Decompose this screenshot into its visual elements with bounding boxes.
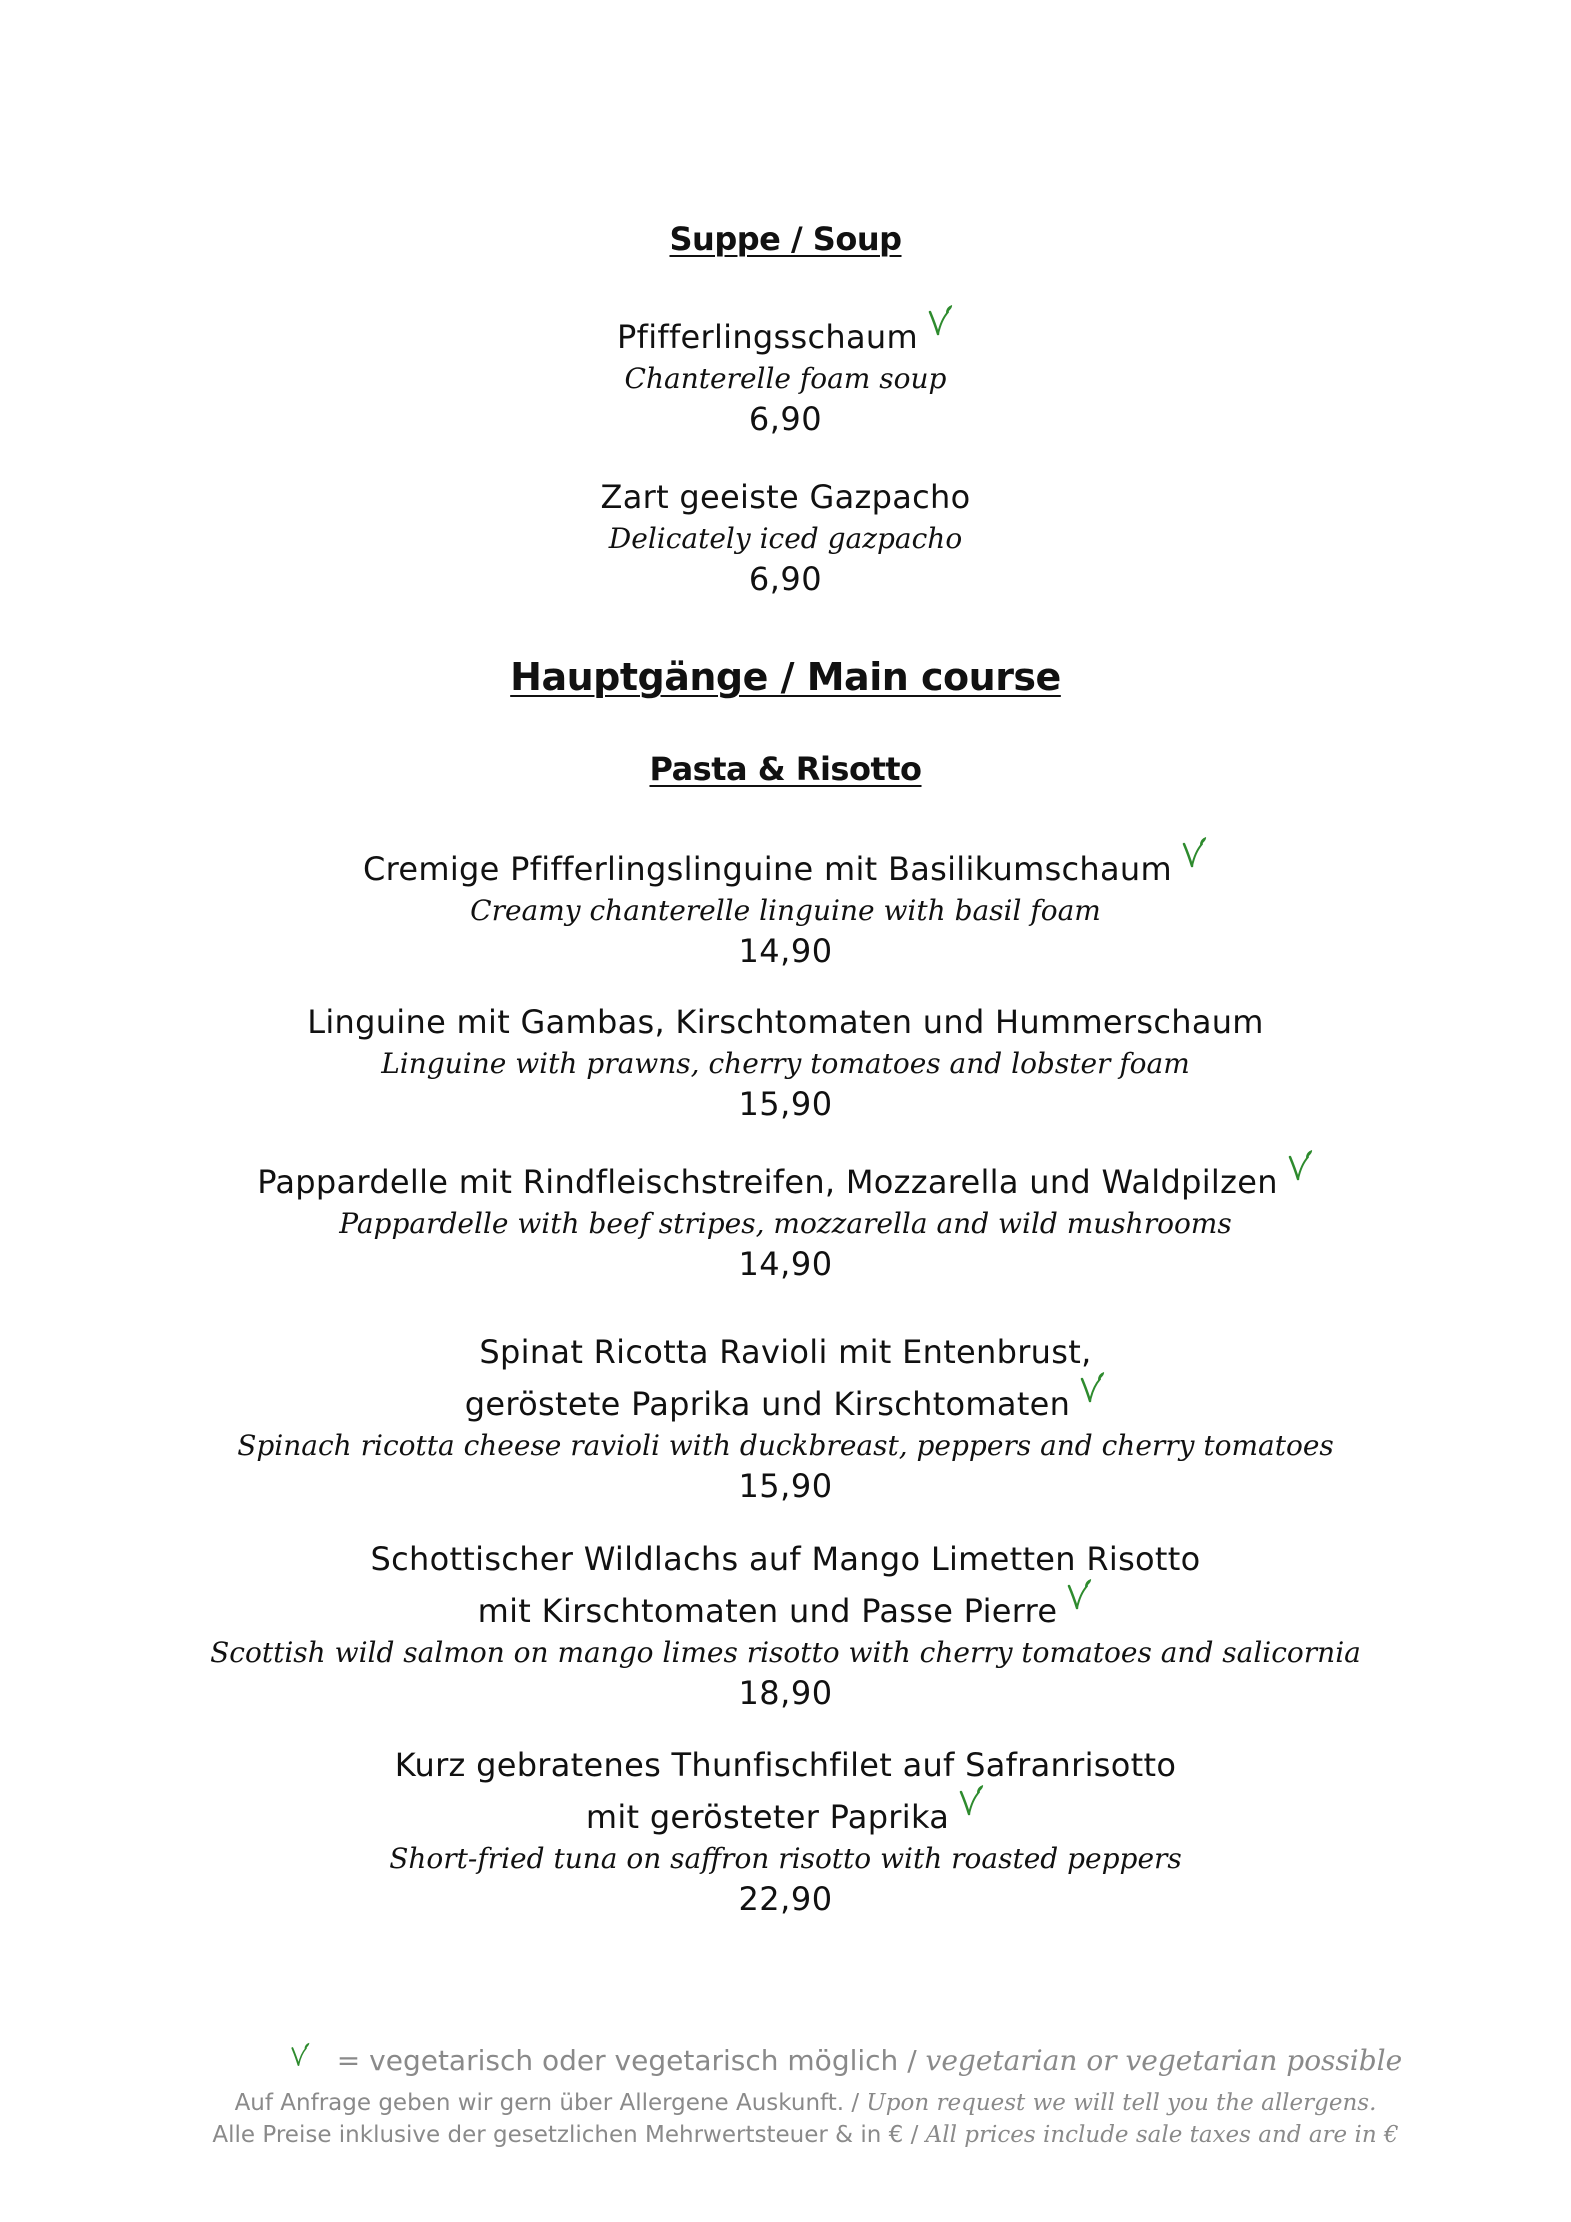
allergen-note: Auf Anfrage geben wir gern über Allergene Auskunft. / Upon request we will tell you the allergens.	[234, 2090, 1377, 2116]
dish-translation: Pappardelle with beef stripes, mozzarella and wild mushrooms	[339, 1207, 1232, 1240]
dish-price: 14,90	[738, 932, 833, 970]
dish-name: Pappardelle mit Rindfleischstreifen, Mozzarella und Waldpilzen	[0, 1163, 1571, 1201]
soup-section-title: Suppe / Soup	[669, 220, 902, 258]
dish-name: Kurz gebratenes Thunfischfilet auf Safranrisotto	[394, 1746, 1177, 1784]
dish-price: 6,90	[748, 400, 823, 438]
dish-name: Schottischer Wildlachs auf Mango Limetten Risotto	[370, 1540, 1201, 1578]
vegetarian-leaf-icon	[1078, 1371, 1106, 1405]
dish-translation: Scottish wild salmon on mango limes risotto with cherry tomatoes and salicornia	[210, 1636, 1361, 1669]
vegetarian-leaf-icon	[289, 2042, 311, 2068]
dish-price: 22,90	[738, 1880, 833, 1918]
dish-translation: Chanterelle foam soup	[624, 362, 947, 395]
dish-name: Cremige Pfifferlingslinguine mit Basilikumschaum	[0, 850, 1571, 888]
dish-translation: Delicately iced gazpacho	[608, 522, 963, 555]
dish-name: mit gerösteter Paprika	[0, 1798, 1571, 1836]
dish-name: mit Kirschtomaten und Passe Pierre	[0, 1592, 1571, 1630]
tax-note: Alle Preise inklusive der gesetzlichen Mehrwertsteuer & in € / All prices include sale taxes and are in €	[212, 2122, 1399, 2148]
pasta-subsection-title: Pasta & Risotto	[649, 750, 922, 788]
dish-price: 15,90	[738, 1467, 833, 1505]
dish-name: Pfifferlingsschaum	[0, 318, 1571, 356]
dish-translation: Spinach ricotta cheese ravioli with duckbreast, peppers and cherry tomatoes	[237, 1429, 1334, 1462]
dish-name: Zart geeiste Gazpacho	[600, 478, 971, 516]
dish-translation: Creamy chanterelle linguine with basil foam	[470, 894, 1101, 927]
vegetarian-leaf-icon	[1065, 1578, 1093, 1612]
dish-price: 14,90	[738, 1245, 833, 1283]
vegetarian-leaf-icon	[1180, 836, 1208, 870]
vegetarian-leaf-icon	[1286, 1149, 1314, 1183]
dish-name: Linguine mit Gambas, Kirschtomaten und Hummerschaum	[307, 1003, 1264, 1041]
dish-price: 6,90	[748, 560, 823, 598]
vegetarian-leaf-icon	[926, 304, 954, 338]
vegetarian-leaf-icon	[957, 1784, 985, 1818]
dish-name: Spinat Ricotta Ravioli mit Entenbrust,	[479, 1333, 1092, 1371]
dish-name: geröstete Paprika und Kirschtomaten	[0, 1385, 1571, 1423]
dish-price: 15,90	[738, 1085, 833, 1123]
main-section-title: Hauptgänge / Main course	[510, 655, 1061, 699]
vegetarian-legend: = vegetarisch oder vegetarisch möglich / vegetarian or vegetarian possible	[60, 2044, 1571, 2077]
dish-translation: Linguine with prawns, cherry tomatoes and lobster foam	[381, 1047, 1190, 1080]
dish-price: 18,90	[738, 1674, 833, 1712]
dish-translation: Short-fried tuna on saffron risotto with roasted peppers	[389, 1842, 1182, 1875]
